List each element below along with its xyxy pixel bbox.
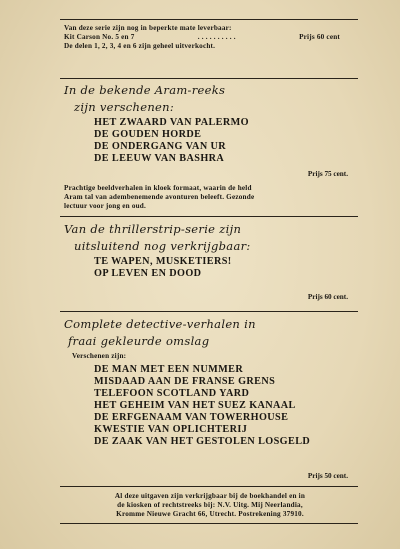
list-item: DE ZAAK VAN HET GESTOLEN LOSGELD	[94, 436, 311, 447]
description-line: lectuur voor jong en oud.	[64, 202, 147, 210]
detective-section	[64, 316, 356, 448]
list-item: DE ONDERGANG VAN UR	[94, 141, 227, 152]
list-item: DE ERFGENAAM VAN TOWERHOUSE	[94, 412, 289, 423]
aram-title-list	[64, 117, 356, 165]
kit-carson-price: Prijs 60 cent	[299, 33, 340, 41]
list-item: DE MAN MET EEN NUMMER	[94, 364, 244, 375]
list-item: HET ZWAARD VAN PALERMO	[94, 117, 249, 128]
aram-heading: In de bekende Aram-reeks	[64, 83, 226, 97]
availability-notice	[64, 24, 356, 51]
footer-notice	[64, 492, 356, 519]
aram-subheading: zijn verschenen:	[74, 100, 175, 114]
list-item: OP LEVEN EN DOOD	[94, 268, 202, 279]
thriller-heading: Van de thrillerstrip-serie zijn	[64, 222, 242, 236]
leader-dots: . . . . . . . . . .	[197, 33, 236, 41]
list-item: DE GOUDEN HORDE	[94, 129, 202, 140]
thriller-title-list	[64, 256, 356, 280]
sold-out-line: De delen 1, 2, 3, 4 en 6 zijn geheel uitverkocht.	[64, 42, 216, 50]
footer-line: Kromme Nieuwe Gracht 66, Utrecht. Postrekening 37910.	[116, 510, 304, 518]
description-line: Prachtige beeldverhalen in kloek formaat, waarin de held	[64, 184, 252, 192]
footer-line: Al deze uitgaven zijn verkrijgbaar bij de boekhandel en in	[114, 492, 306, 500]
kit-carson-title: Kit Carson No. 5 en 7	[64, 33, 135, 41]
list-item: TE WAPEN, MUSKETIERS!	[94, 256, 232, 267]
aram-price: Prijs 75 cent.	[307, 170, 348, 178]
detective-price: Prijs 50 cent.	[307, 472, 348, 480]
thriller-section	[64, 221, 356, 280]
list-item: HET GEHEIM VAN HET SUEZ KANAAL	[94, 400, 296, 411]
divider-2	[60, 216, 358, 217]
availability-line: Van deze serie zijn nog in beperkte mate leverbaar:	[64, 24, 232, 32]
divider-bottom	[60, 523, 358, 524]
footer-line: de kiosken of rechtstreeks bij: N.V. Uitg. Mij Neerlandia,	[117, 501, 303, 509]
list-item: TELEFOON SCOTLAND YARD	[94, 388, 250, 399]
aram-section	[64, 82, 356, 165]
thriller-subheading: uitsluitend nog verkrijgbaar:	[74, 239, 251, 253]
list-item: DE LEEUW VAN BASHRA	[94, 153, 225, 164]
detective-heading: Complete detective-verhalen in	[64, 317, 256, 331]
list-item: MISDAAD AAN DE FRANSE GRENS	[94, 376, 276, 387]
description-line: Aram tal van adembenemende avonturen beleeft. Gezonde	[64, 193, 255, 201]
detective-subheading: fraai gekleurde omslag	[68, 334, 210, 348]
divider-3	[60, 311, 358, 312]
aram-description	[64, 184, 356, 211]
divider-top	[60, 19, 358, 20]
divider-1	[60, 78, 358, 79]
kit-carson-row	[64, 33, 356, 42]
published-label: Verschenen zijn:	[72, 352, 127, 360]
list-item: KWESTIE VAN OPLICHTERIJ	[94, 424, 248, 435]
divider-4	[60, 486, 358, 487]
thriller-price: Prijs 60 cent.	[307, 293, 348, 301]
detective-title-list	[64, 364, 356, 448]
